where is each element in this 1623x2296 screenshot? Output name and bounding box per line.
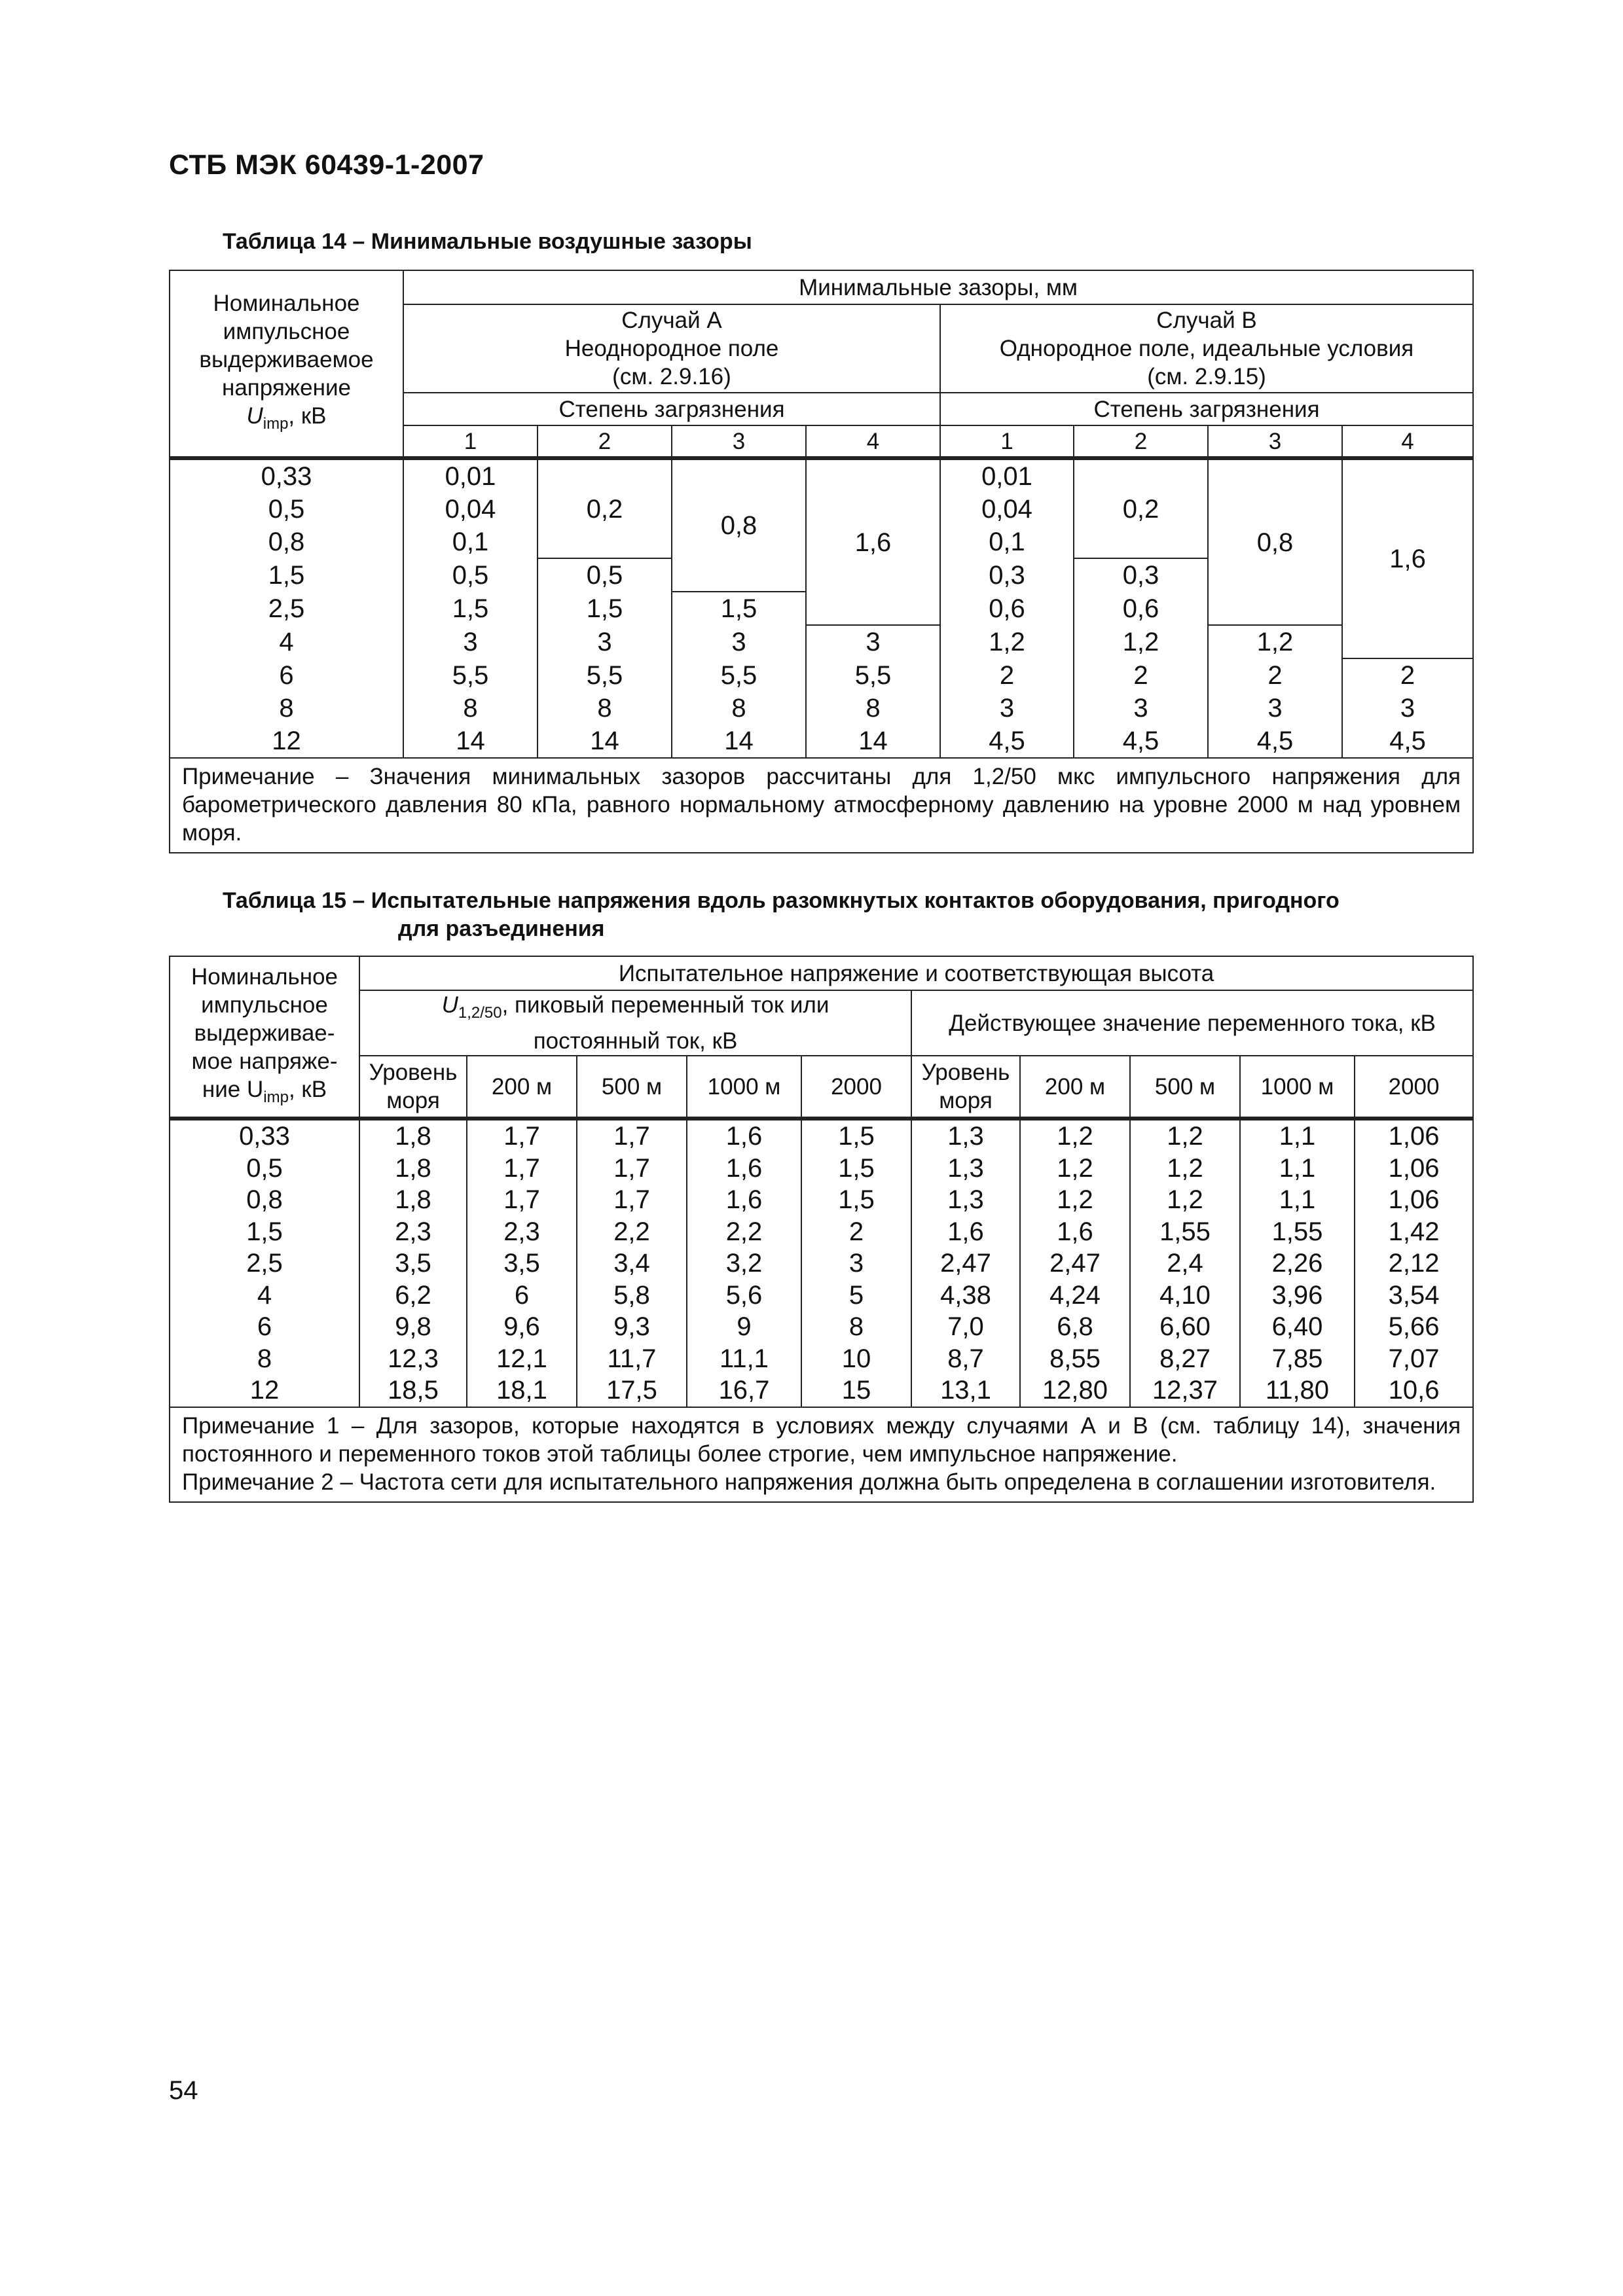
t15-cell: 1,55 (1240, 1216, 1355, 1248)
t15-cell: 11,7 (577, 1343, 687, 1375)
t15-cell: 10 (801, 1343, 911, 1375)
t15-row (170, 1119, 1473, 1153)
t14-rowheader (170, 270, 403, 458)
t14-degree: 4 (1342, 425, 1473, 458)
t15-rowheader-line: импульсное (201, 992, 328, 1018)
t15-cell: 1,2 (1020, 1153, 1130, 1185)
t14-cell: 14 (672, 725, 806, 758)
t14-voltage: 0,5 (170, 493, 403, 526)
t15-cell: 7,0 (911, 1311, 1020, 1343)
t15-cell: 1,06 (1355, 1184, 1473, 1216)
t15-cell: 9,3 (577, 1311, 687, 1343)
t15-cell: 2,2 (687, 1216, 801, 1248)
t14-cell: 3 (403, 625, 538, 658)
t15-cell: 1,7 (467, 1184, 577, 1216)
t15-dc-header (359, 990, 911, 1056)
t15-row (170, 1280, 1473, 1312)
t15-voltage: 4 (170, 1280, 359, 1312)
t15-cell: 10,6 (1355, 1374, 1473, 1407)
table-15 (169, 956, 1474, 1503)
t15-caption-line1: Испытательные напряжения вдоль разомкнутых контактов оборудования, пригодного (371, 888, 1340, 913)
t15-rowheader-prefix: ние U (202, 1076, 264, 1102)
t15-cell: 17,5 (577, 1374, 687, 1407)
t14-cell-merged: 0,2 (538, 458, 672, 558)
t14-cell: 0,1 (940, 526, 1074, 558)
t15-voltage: 12 (170, 1374, 359, 1407)
t15-cell: 4,38 (911, 1280, 1020, 1312)
t14-cell: 2 (940, 658, 1074, 692)
t14-degree: 2 (1074, 425, 1208, 458)
t15-cell: 1,3 (911, 1119, 1020, 1153)
t15-row (170, 1247, 1473, 1280)
t14-cell: 4,5 (1074, 725, 1208, 758)
t15-dc-line2: постоянный ток, кВ (533, 1028, 738, 1054)
t15-cell: 1,3 (911, 1184, 1020, 1216)
page-number: 54 (169, 2076, 198, 2105)
table-14-caption: Таблица 14 – Минимальные воздушные зазоры (223, 229, 752, 254)
t15-voltage: 6 (170, 1311, 359, 1343)
t14-cell: 3 (806, 625, 940, 658)
t15-row (170, 1153, 1473, 1185)
t15-rowheader (170, 956, 359, 1119)
t15-voltage: 1,5 (170, 1216, 359, 1248)
t15-row (170, 1184, 1473, 1216)
t15-cell: 15 (801, 1374, 911, 1407)
t15-voltage: 2,5 (170, 1247, 359, 1280)
t14-cell: 2 (1342, 658, 1473, 692)
t15-cell: 1,7 (577, 1119, 687, 1153)
t14-voltage: 4 (170, 625, 403, 658)
t14-case-a-line: Неоднородное поле (564, 336, 779, 361)
t15-cell: 12,80 (1020, 1374, 1130, 1407)
t15-cell: 1,42 (1355, 1216, 1473, 1248)
t15-cell: 3,4 (577, 1247, 687, 1280)
t15-cell: 3,5 (359, 1247, 467, 1280)
t15-cell: 1,06 (1355, 1153, 1473, 1185)
t15-altitude: Уровень моря (359, 1056, 467, 1119)
t15-cell: 16,7 (687, 1374, 801, 1407)
t14-cell: 3 (538, 625, 672, 658)
t15-altitude: 500 м (577, 1056, 687, 1119)
t14-cell: 4,5 (940, 725, 1074, 758)
document-code: СТБ МЭК 60439-1-2007 (169, 149, 484, 181)
t15-cell: 2,47 (911, 1247, 1020, 1280)
t15-row (170, 1374, 1473, 1407)
t15-cell: 11,80 (1240, 1374, 1355, 1407)
t15-dc-line1: , пиковый переменный ток или (501, 992, 830, 1018)
t14-cell: 5,5 (403, 658, 538, 692)
t15-cell: 1,1 (1240, 1119, 1355, 1153)
t15-cell: 11,1 (687, 1343, 801, 1375)
t15-cell: 1,06 (1355, 1119, 1473, 1153)
t14-cell: 8 (538, 692, 672, 725)
t14-cell: 0,5 (403, 558, 538, 592)
t14-cell: 5,5 (806, 658, 940, 692)
t14-case-b-line: (см. 2.9.15) (1147, 364, 1266, 389)
t15-altitude: 500 м (1130, 1056, 1240, 1119)
t15-cell: 5,66 (1355, 1311, 1473, 1343)
t14-cell: 14 (806, 725, 940, 758)
t15-cell: 1,7 (467, 1119, 577, 1153)
t14-degree: 1 (403, 425, 538, 458)
t15-cell: 5,6 (687, 1280, 801, 1312)
t15-cell: 1,3 (911, 1153, 1020, 1185)
t14-cell: 1,2 (1208, 625, 1342, 658)
t14-degree: 1 (940, 425, 1074, 458)
t14-case-b (940, 304, 1473, 393)
table-14 (169, 270, 1474, 853)
t15-cell: 1,5 (801, 1153, 911, 1185)
t15-cell: 5 (801, 1280, 911, 1312)
t14-cell: 2 (1074, 658, 1208, 692)
t15-cell: 6,2 (359, 1280, 467, 1312)
t14-cell: 3 (1208, 692, 1342, 725)
t15-cell: 8,55 (1020, 1343, 1130, 1375)
t15-cell: 2,47 (1020, 1247, 1130, 1280)
t14-cell: 3 (1074, 692, 1208, 725)
t15-dc-symbol: U (441, 992, 458, 1018)
t15-cell: 1,8 (359, 1184, 467, 1216)
t14-cell: 0,1 (403, 526, 538, 558)
t14-cell: 0,3 (940, 558, 1074, 592)
t15-cell: 4,24 (1020, 1280, 1130, 1312)
t15-cell: 1,2 (1020, 1119, 1130, 1153)
t14-voltage: 1,5 (170, 558, 403, 592)
t15-cell: 2,3 (467, 1216, 577, 1248)
t15-row (170, 1216, 1473, 1248)
t14-cell: 0,04 (940, 493, 1074, 526)
t15-cell: 1,5 (801, 1184, 911, 1216)
t14-cell: 3 (672, 625, 806, 658)
t15-altitude: 200 м (1020, 1056, 1130, 1119)
t14-rowheader-line: Номинальное (213, 291, 360, 316)
t14-voltage: 2,5 (170, 592, 403, 625)
t15-cell: 3,96 (1240, 1280, 1355, 1312)
t14-voltage: 12 (170, 725, 403, 758)
t15-cell: 18,1 (467, 1374, 577, 1407)
t15-cell: 1,1 (1240, 1153, 1355, 1185)
t14-voltage: 8 (170, 692, 403, 725)
t14-rowheader-sub: imp (263, 415, 289, 433)
t15-group-title: Испытательное напряжение и соответствующая высота (359, 956, 1473, 990)
t15-row (170, 1343, 1473, 1375)
t15-voltage: 0,8 (170, 1184, 359, 1216)
t14-cell: 2 (1208, 658, 1342, 692)
t14-cell: 8 (403, 692, 538, 725)
t15-ac-header: Действующее значение переменного тока, кВ (911, 990, 1473, 1056)
table-15-caption (223, 887, 1473, 943)
t14-cell-merged: 1,6 (806, 458, 940, 625)
t15-cell: 12,3 (359, 1343, 467, 1375)
t15-cell: 1,5 (801, 1119, 911, 1153)
t15-rowheader-line: выдерживае- (194, 1020, 335, 1046)
t14-note: Примечание – Значения минимальных зазоров рассчитаны для 1,2/50 мкс импульсного напряжения для барометрического давления 80 кПа, равного нормальному атмосферному давлению на уровне 2000 м над уровнем моря. (182, 764, 1461, 846)
t14-cell: 14 (403, 725, 538, 758)
t14-cell-merged: 0,8 (1208, 458, 1342, 625)
t15-cell: 6,8 (1020, 1311, 1130, 1343)
t15-cell: 3 (801, 1247, 911, 1280)
t15-cell: 4,10 (1130, 1280, 1240, 1312)
t15-data-body (170, 1119, 1473, 1407)
t15-cell: 1,6 (1020, 1216, 1130, 1248)
t15-cell: 1,1 (1240, 1184, 1355, 1216)
t15-cell: 2,2 (577, 1216, 687, 1248)
t14-cell: 0,6 (940, 592, 1074, 625)
t15-cell: 2,12 (1355, 1247, 1473, 1280)
t14-rowheader-unit: , кВ (288, 403, 327, 429)
t14-case-b-line: Случай В (1156, 308, 1257, 333)
t14-cell: 8 (806, 692, 940, 725)
t14-cell: 0,3 (1074, 558, 1208, 592)
t14-cell: 0,01 (940, 458, 1074, 493)
t15-cell: 6,60 (1130, 1311, 1240, 1343)
t14-cell: 1,5 (538, 592, 672, 625)
t15-cell: 7,85 (1240, 1343, 1355, 1375)
t15-cell: 9 (687, 1311, 801, 1343)
t15-cell: 1,7 (577, 1184, 687, 1216)
t15-voltage: 0,33 (170, 1119, 359, 1153)
t15-cell: 6 (467, 1280, 577, 1312)
t14-case-b-line: Однородное поле, идеальные условия (999, 336, 1414, 361)
t15-cell: 2,4 (1130, 1247, 1240, 1280)
t15-rowheader-unit: , кВ (288, 1076, 327, 1102)
t14-case-a (403, 304, 940, 393)
t15-cell: 1,7 (577, 1153, 687, 1185)
t15-cell: 18,5 (359, 1374, 467, 1407)
t14-cell: 1,5 (403, 592, 538, 625)
t15-rowheader-sub: imp (263, 1088, 289, 1106)
t15-caption-label: Таблица 15 – (223, 888, 365, 913)
t15-cell: 9,8 (359, 1311, 467, 1343)
t15-cell: 3,5 (467, 1247, 577, 1280)
t15-dc-sub: 1,2/50 (458, 1004, 502, 1022)
t15-cell: 8 (801, 1311, 911, 1343)
t14-cell: 0,04 (403, 493, 538, 526)
t15-cell: 1,2 (1130, 1153, 1240, 1185)
t15-altitude: 1000 м (687, 1056, 801, 1119)
t15-cell: 1,8 (359, 1153, 467, 1185)
t15-voltage: 0,5 (170, 1153, 359, 1185)
t14-cell: 1,2 (1074, 625, 1208, 658)
t14-cell-merged: 0,8 (672, 458, 806, 592)
t15-cell: 1,6 (687, 1153, 801, 1185)
t14-group-title: Минимальные зазоры, мм (403, 270, 1473, 304)
t15-cell: 5,8 (577, 1280, 687, 1312)
t14-cell: 3 (940, 692, 1074, 725)
t15-altitude: 2000 (801, 1056, 911, 1119)
t15-cell: 13,1 (911, 1374, 1020, 1407)
t15-cell: 1,2 (1130, 1184, 1240, 1216)
t14-voltage: 6 (170, 658, 403, 692)
t15-cell: 6,40 (1240, 1311, 1355, 1343)
t15-cell: 2,26 (1240, 1247, 1355, 1280)
t14-pollution-b: Степень загрязнения (940, 393, 1473, 425)
t14-cell: 1,2 (940, 625, 1074, 658)
t14-cell: 0,6 (1074, 592, 1208, 625)
t15-altitude: Уровень моря (911, 1056, 1020, 1119)
t14-case-a-line: Случай А (621, 308, 722, 333)
t15-altitude: 200 м (467, 1056, 577, 1119)
t14-degree: 3 (672, 425, 806, 458)
t15-cell: 3,2 (687, 1247, 801, 1280)
t14-cell: 3 (1342, 692, 1473, 725)
t14-rowheader-line: напряжение (222, 375, 351, 401)
t14-cell: 1,5 (672, 592, 806, 625)
t14-cell: 4,5 (1342, 725, 1473, 758)
t14-case-a-line: (см. 2.9.16) (612, 364, 731, 389)
t15-cell: 1,6 (687, 1184, 801, 1216)
t14-degree: 2 (538, 425, 672, 458)
t15-cell: 12,37 (1130, 1374, 1240, 1407)
t14-rowheader-line: импульсное (223, 319, 350, 344)
t15-cell: 7,07 (1355, 1343, 1473, 1375)
t14-pollution-a: Степень загрязнения (403, 393, 940, 425)
t15-cell: 1,6 (911, 1216, 1020, 1248)
t15-note-2: Примечание 2 – Частота сети для испытательного напряжения должна быть определена в соглашении изготовителя. (182, 1469, 1436, 1495)
t14-cell: 5,5 (672, 658, 806, 692)
t14-cell-merged: 0,2 (1074, 458, 1208, 558)
t14-cell: 8 (672, 692, 806, 725)
t14-cell-merged: 1,6 (1342, 458, 1473, 658)
t14-rowheader-line: выдерживаемое (199, 347, 374, 372)
t14-cell: 5,5 (538, 658, 672, 692)
t14-rowheader-symbol: U (246, 403, 263, 429)
t15-cell: 3,54 (1355, 1280, 1473, 1312)
t15-rowheader-line: Номинальное (191, 963, 338, 990)
t15-cell: 1,2 (1020, 1184, 1130, 1216)
t14-voltage: 0,33 (170, 458, 403, 493)
t15-caption-line2: для разъединения (398, 916, 605, 941)
t15-altitude: 1000 м (1240, 1056, 1355, 1119)
t15-altitude: 2000 (1355, 1056, 1473, 1119)
t15-cell: 12,1 (467, 1343, 577, 1375)
t14-degree: 3 (1208, 425, 1342, 458)
t15-cell: 1,8 (359, 1119, 467, 1153)
t15-row (170, 1311, 1473, 1343)
t15-cell: 1,55 (1130, 1216, 1240, 1248)
t14-degree: 4 (806, 425, 940, 458)
t15-cell: 1,7 (467, 1153, 577, 1185)
t15-cell: 2,3 (359, 1216, 467, 1248)
t15-voltage: 8 (170, 1343, 359, 1375)
t15-cell: 2 (801, 1216, 911, 1248)
t15-cell: 9,6 (467, 1311, 577, 1343)
t14-cell: 4,5 (1208, 725, 1342, 758)
t15-note-1: Примечание 1 – Для зазоров, которые находятся в условиях между случаями А и В (см. таблицу 14), значения постоянного и переменного токов этой таблицы более строгие, чем импульсное напряжение. (182, 1412, 1461, 1467)
t15-rowheader-line: мое напряже- (191, 1048, 338, 1074)
t15-cell: 1,6 (687, 1119, 801, 1153)
t14-note-cell (170, 758, 1473, 853)
t15-cell: 8,27 (1130, 1343, 1240, 1375)
t14-cell: 14 (538, 725, 672, 758)
t14-voltage: 0,8 (170, 526, 403, 558)
t14-cell: 0,5 (538, 558, 672, 592)
t15-cell: 8,7 (911, 1343, 1020, 1375)
t14-cell: 0,01 (403, 458, 538, 493)
t15-cell: 1,2 (1130, 1119, 1240, 1153)
t15-note-cell (170, 1407, 1473, 1502)
